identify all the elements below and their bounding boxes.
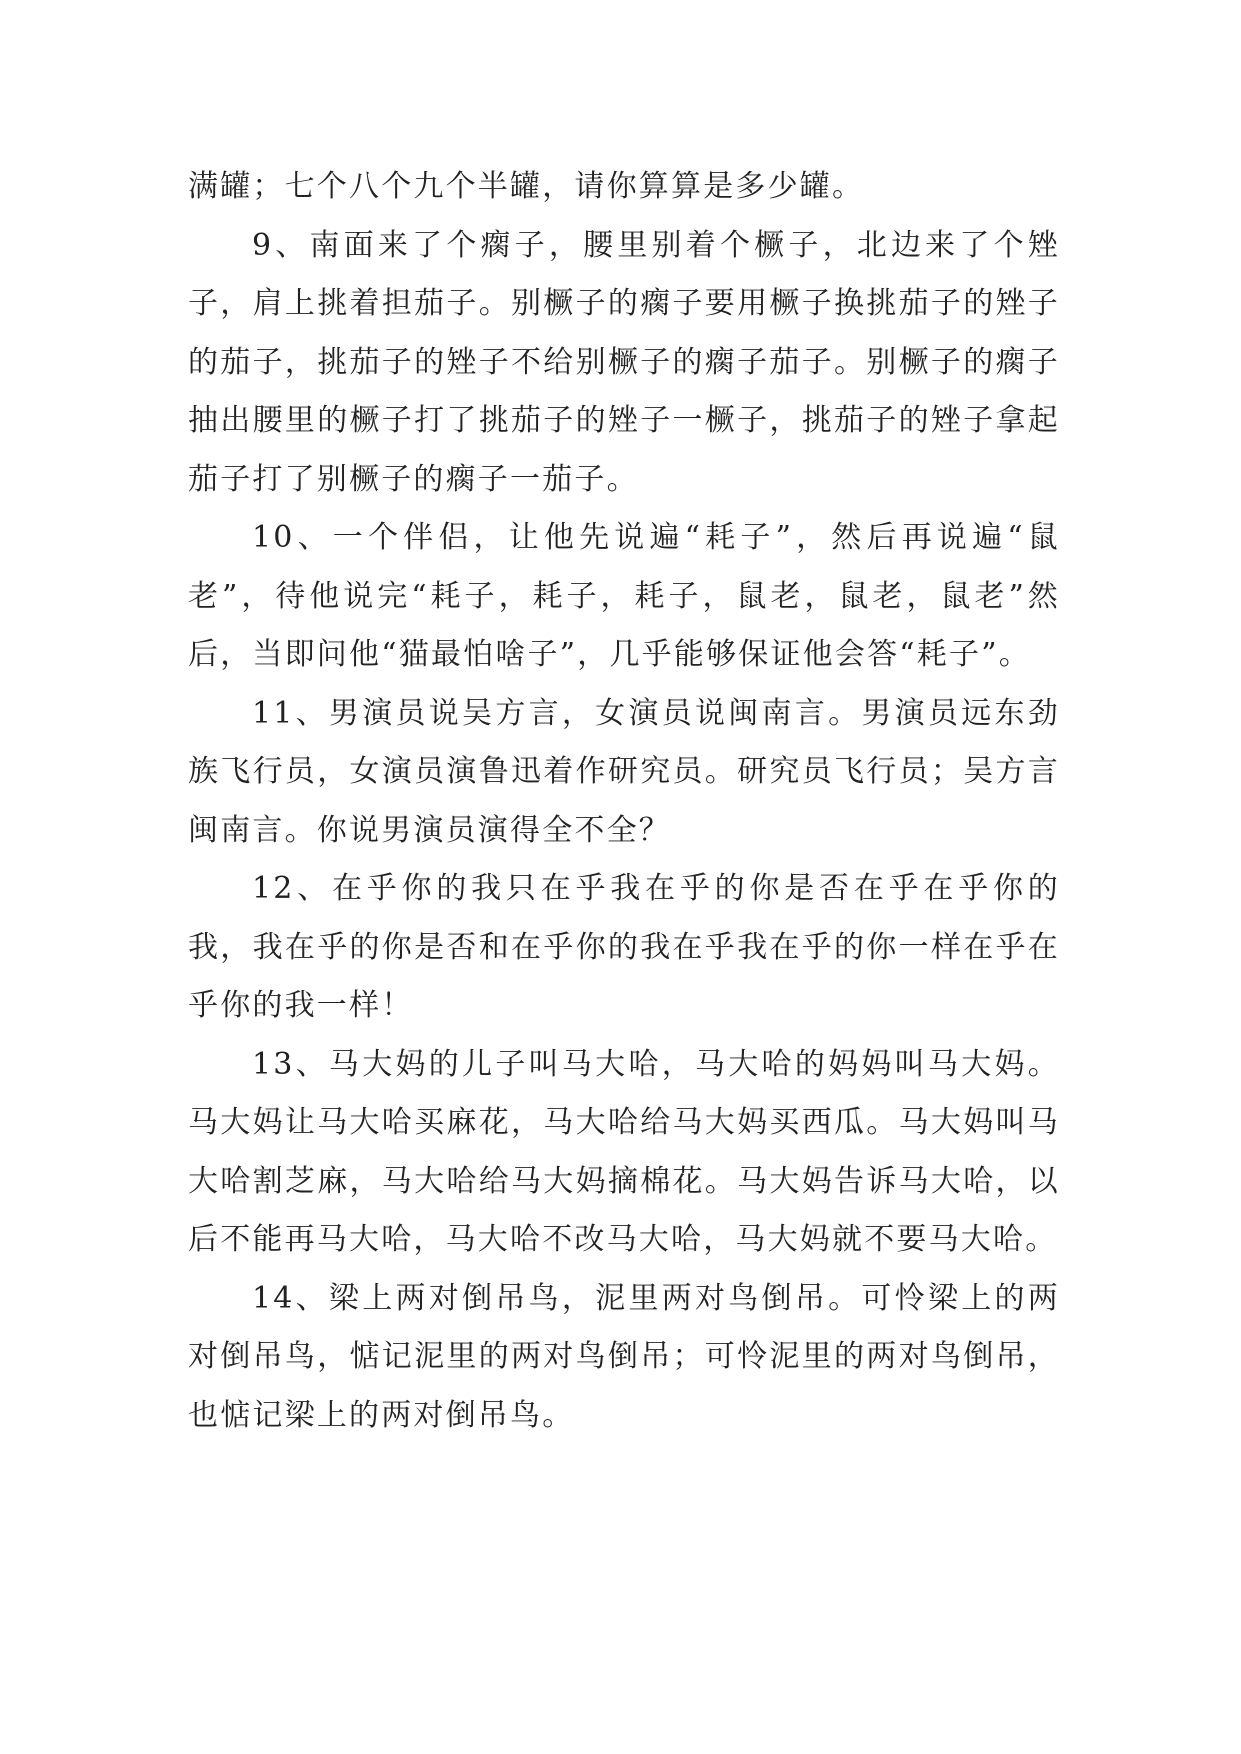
- paragraph-item-14: 14、梁上两对倒吊鸟，泥里两对鸟倒吊。可怜梁上的两对倒吊鸟，惦记泥里的两对鸟倒吊；可怜泥里的两对鸟倒吊，也惦记梁上的两对倒吊鸟。: [188, 1280, 1060, 1433]
- paragraph-item-13: 13、马大妈的儿子叫马大哈，马大哈的妈妈叫马大妈。马大妈让马大哈买麻花，马大哈给马大妈买西瓜。马大妈叫马大哈割芝麻，马大哈给马大妈摘棉花。马大妈告诉马大哈，以后不能再马大哈，马大哈不改马大哈，马大妈就不要马大哈。: [188, 1046, 1060, 1257]
- document-body: [188, 158, 1060, 1445]
- paragraph-continuation: 满罐；七个八个九个半罐，请你算算是多少罐。: [188, 169, 865, 204]
- paragraph-item-10: 10、一个伴侣，让他先说遍“耗子”，然后再说遍“鼠老”，待他说完“耗子，耗子，耗子，鼠老，鼠老，鼠老”然后，当即问他“猫最怕啥子”，几乎能够保证他会答“耗子”。: [188, 520, 1060, 672]
- paragraph-item-12: 12、在乎你的我只在乎我在乎的你是否在乎在乎你的我，我在乎的你是否和在乎你的我在乎我在乎的你一样在乎在乎你的我一样！: [188, 871, 1060, 1023]
- paragraph-item-11: 11、男演员说吴方言，女演员说闽南言。男演员远东劲族飞行员，女演员演鲁迅着作研究员。研究员飞行员；吴方言闽南言。你说男演员演得全不全？: [188, 695, 1060, 848]
- paragraph-item-9: 9、南面来了个瘸子，腰里别着个橛子，北边来了个矬子，肩上挑着担茄子。别橛子的瘸子要用橛子换挑茄子的矬子的茄子，挑茄子的矬子不给别橛子的瘸子茄子。别橛子的瘸子抽出腰里的橛子打了挑茄子的矬子一橛子，挑茄子的矬子拿起茄子打了别橛子的瘸子一茄子。: [188, 227, 1060, 497]
